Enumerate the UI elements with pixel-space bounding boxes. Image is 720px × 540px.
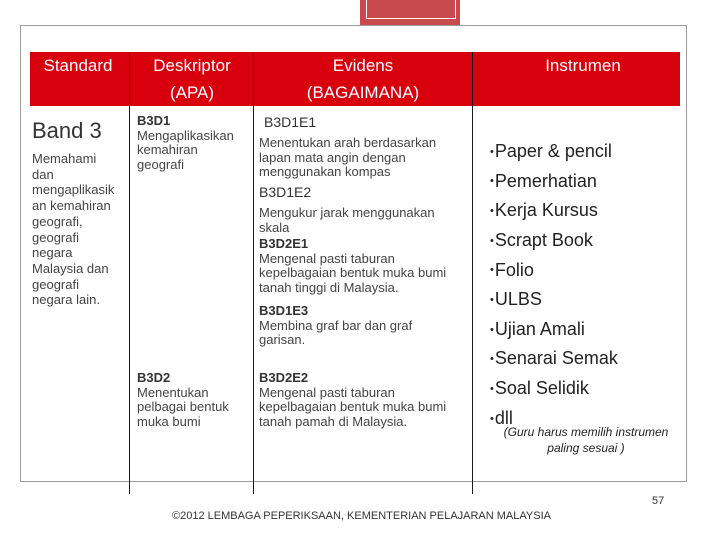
header-deskriptor-line2: (APA)	[169, 83, 215, 102]
instrumen-list	[490, 137, 618, 433]
evidens-b3d1e2-code: B3D1E2	[259, 184, 312, 200]
header-evidens-line1: Evidens	[332, 56, 394, 75]
list-item	[490, 374, 618, 404]
evidens-code: B3D2E1	[259, 236, 309, 251]
list-item	[490, 167, 618, 197]
deskriptor-line: geografi	[137, 156, 184, 172]
deskriptor-b3d1	[137, 114, 234, 172]
standard-line: dan	[32, 166, 54, 182]
header-evidens-line2: (BAGAIMANA)	[306, 83, 420, 102]
evidens-line: Mengukur jarak menggunakan	[259, 205, 435, 220]
standard-description	[32, 151, 114, 308]
standard-line: negara lain.	[32, 292, 100, 308]
deskriptor-b3d2	[137, 371, 229, 429]
standard-line: geografi	[32, 276, 79, 292]
evidens-code: B3D2E2	[259, 370, 309, 385]
evidens-line: menggunakan kompas	[259, 164, 391, 179]
standard-line: negara	[32, 245, 73, 261]
evidens-code: B3D1E3	[259, 303, 309, 318]
bullet-icon: •	[490, 323, 494, 336]
list-item	[490, 137, 618, 167]
list-item	[490, 256, 618, 286]
standard-line: Malaysia dan	[32, 260, 109, 276]
evidens-line: skala	[259, 219, 290, 235]
evidens-line: Membina graf bar dan graf	[259, 317, 413, 333]
header-evidens	[256, 52, 470, 106]
list-item	[490, 315, 618, 345]
instrumen-item-label: Soal Selidik	[494, 378, 589, 399]
instrumen-item-label: Scrapt Book	[494, 229, 593, 250]
evidens-line: Mengenal pasti taburan	[259, 250, 395, 266]
evidens-line: Menentukan arah berdasarkan	[259, 135, 437, 150]
deskriptor-line: muka bumi	[137, 413, 201, 429]
evidens-line: kepelbagaian bentuk muka bumi	[259, 399, 447, 414]
decorative-corner-box	[360, 0, 460, 26]
note-line: paling sesuai )	[547, 441, 625, 455]
instrumen-item-label: Kerja Kursus	[494, 200, 598, 221]
list-item	[490, 344, 618, 374]
list-item	[490, 226, 618, 256]
header-deskriptor	[132, 52, 252, 106]
evidens-b3d1e1-code: B3D1E1	[264, 114, 317, 130]
standard-band: Band 3	[32, 118, 102, 143]
bullet-icon: •	[490, 412, 494, 425]
deskriptor-line: pelbagai bentuk	[137, 399, 229, 414]
header-instrumen	[498, 52, 668, 106]
evidens-line: kepelbagaian bentuk muka bumi	[259, 265, 447, 280]
standard-line: Memahami	[32, 151, 97, 166]
bullet-icon: •	[490, 294, 494, 307]
bullet-icon: •	[490, 205, 494, 218]
evidens-line: tanah tinggi di Malaysia.	[259, 279, 399, 295]
header-standard	[30, 52, 126, 106]
list-item	[490, 285, 618, 315]
page-number: 57	[652, 495, 665, 507]
deskriptor-code: B3D1	[137, 113, 171, 128]
instrumen-item-label: Folio	[494, 259, 534, 280]
evidens-b3d1e2-text	[259, 206, 435, 235]
header-deskriptor-line1: Deskriptor	[153, 56, 231, 75]
deskriptor-line: Menentukan	[137, 384, 209, 400]
header-instrumen-label: Instrumen	[545, 56, 621, 75]
evidens-line: tanah pamah di Malaysia.	[259, 413, 408, 429]
standard-line: geografi	[32, 229, 79, 245]
bullet-icon: •	[490, 175, 494, 188]
column-divider-2	[253, 52, 254, 494]
bullet-icon: •	[490, 382, 494, 395]
standard-line: mengaplikasik	[32, 182, 115, 198]
evidens-b3d2e2	[259, 371, 446, 429]
instrumen-item-label: Senarai Semak	[494, 348, 618, 369]
instrumen-item-label: dll	[494, 407, 513, 428]
evidens-line: garisan.	[259, 332, 306, 347]
instrumen-item-label: Paper & pencil	[494, 141, 612, 161]
deskriptor-line: kemahiran	[137, 142, 198, 157]
deskriptor-line: Mengaplikasikan	[137, 127, 234, 143]
bullet-icon: •	[490, 264, 494, 277]
evidens-b3d1e3	[259, 304, 412, 348]
column-divider-3	[472, 52, 473, 494]
instrumen-item-label: Ujian Amali	[494, 318, 585, 339]
header-standard-label: Standard	[43, 56, 113, 75]
deskriptor-code: B3D2	[137, 370, 171, 385]
evidens-b3d2e1	[259, 237, 446, 295]
standard-line: an kemahiran	[32, 198, 111, 214]
evidens-line: lapan mata angin dengan	[259, 149, 406, 165]
evidens-line: Mengenal pasti taburan	[259, 384, 395, 400]
bullet-icon: •	[490, 234, 494, 247]
standard-line: geografi,	[32, 213, 83, 229]
table-header-row	[30, 52, 680, 106]
column-divider-1	[129, 52, 130, 494]
evidens-b3d1e1-text	[259, 136, 436, 180]
list-item	[490, 196, 618, 226]
note-line: (Guru harus memilih instrumen	[503, 425, 669, 439]
instrumen-item-label: ULBS	[494, 289, 542, 310]
instrumen-item-label: Pemerhatian	[494, 170, 597, 191]
footer-copyright: ©2012 LEMBAGA PEPERIKSAAN, KEMENTERIAN PELAJARAN MALAYSIA	[172, 510, 551, 522]
bullet-icon: •	[490, 145, 494, 158]
bullet-icon: •	[490, 353, 494, 366]
instrumen-note	[484, 424, 688, 456]
